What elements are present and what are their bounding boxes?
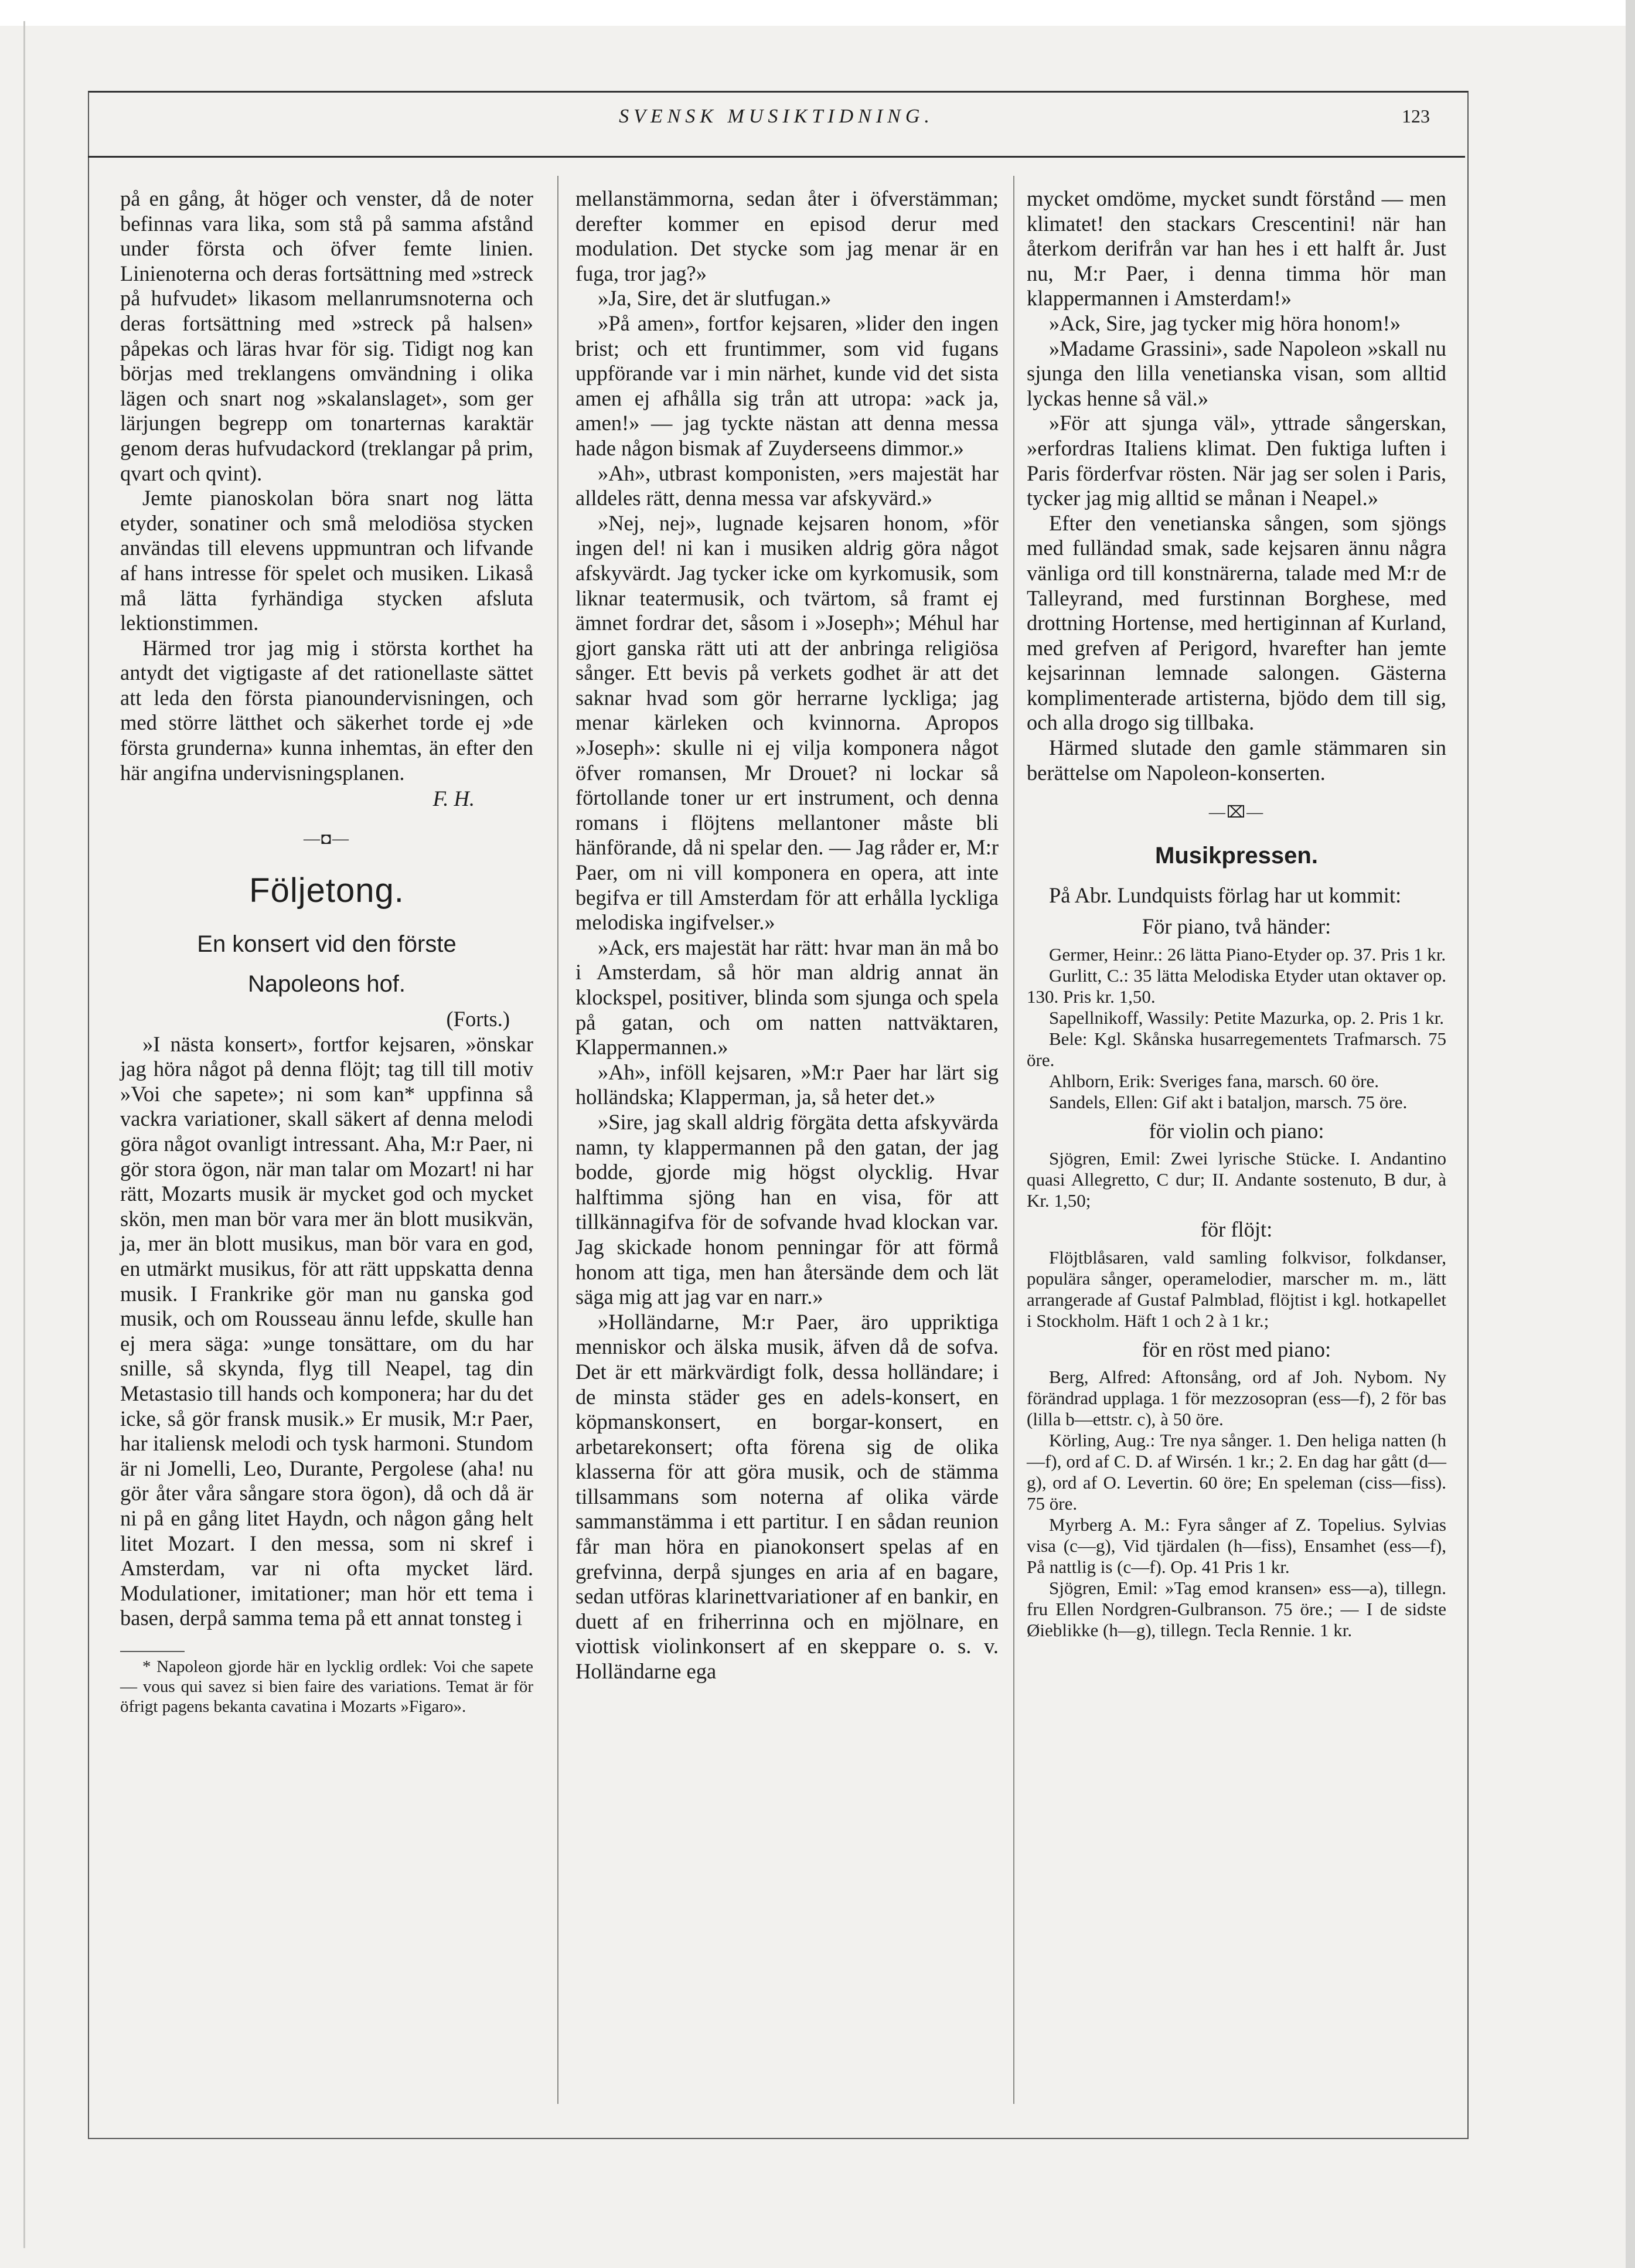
listing-entry: Sjögren, Emil: »Tag emod kransen» ess—a), tillegn. fru Ellen Nordgren-Gulbranson. 75 öre.; — I de sidste Øieblikke (h—g), tillegn. Tecla Rennie. 1 kr.	[1027, 1578, 1446, 1641]
paragraph: Efter den venetianska sången, som sjöngs med fulländad smak, sade kejsaren ännu några vänliga ord till konstnärerna, talade med M:r de Talleyrand, med furstinnan Borghese, med drottning Hortense, med hertiginnan af Kurland, med grefven af Perigord, hvarefter han jemte kejsarinnan lemnade salongen. Gästerna komplimenterade artisterna, bjödo dem till sig, och alla drogo sig tillbaka.	[1027, 510, 1446, 735]
paragraph: »För att sjunga väl», yttrade sångerskan, »erfordras Italiens klimat. Den fuktiga luften i Paris förderfvar rösten. När jag ser solen i Paris, tycker jag mig alltid se månan i Neapel.»	[1027, 411, 1446, 510]
listing-entry: Sandels, Ellen: Gif akt i bataljon, marsch. 75 öre.	[1049, 1091, 1408, 1112]
header-rule	[88, 156, 1465, 158]
paragraph: »Ah», inföll kejsaren, »M:r Paer har lärt sig holländska; Klapperman, ja, så heter det.»	[575, 1060, 999, 1109]
paragraph: »Ah», utbrast komponisten, »ers majestät har alldeles rätt, denna messa var afskyvärd.»	[575, 461, 999, 510]
subheading-flute: för flöjt:	[1200, 1217, 1273, 1242]
paragraph: »Sire, jag skall aldrig förgäta detta afskyvärda namn, ty klappermannen på den gatan, der jag bodde, gjorde mig högst olycklig. Hvar halftimma sjöng han en visa, för att tillkännagifva för de sofvande hvad klockan var. Jag skickade honom penningar för att förmå honom att tiga, men han återsände dem och lät säga mig att jag var en narr.»	[575, 1109, 999, 1309]
paragraph: Jemte pianoskolan böra snart nog lätta etyder, sonatiner och små melodiösa stycken användas till elevens uppmuntran och lifvande af hans intresse för spelet och musiken. Likaså må lätta fyrhändiga stycken afsluta lektionstimmen.	[120, 486, 533, 635]
page-number: 123	[1402, 105, 1430, 127]
paragraph: Härmed tror jag mig i största korthet ha antydt det vigtigaste af det rationellaste sättet att leda den första pianoundervisningen, och med större lätthet och säkerhet torde ej »de första grunderna» kunna inhemtas, än efter den här angifna undervisningsplanen.	[120, 635, 533, 785]
column-divider-1	[557, 176, 558, 2104]
scan-edge-left	[23, 21, 25, 2248]
paragraph: »Ack, ers majestät har rätt: hvar man än må bo i Amsterdam, så hör man aldrig annat än klockspel, positiver, blinda som sjunga och spela på gatan, och om natten nattväktaren, Klappermannen.»	[575, 935, 999, 1060]
paragraph: »Ack, Sire, jag tycker mig höra honom!»	[1049, 311, 1401, 335]
paragraph: »I nästa konsert», fortfor kejsaren, »önskar jag höra något på denna flöjt; tag till till motiv »Voi che sapete»; ni som kan* uppfinna så vackra variationer, skall säkert af denna melodi göra något ovanligt intressant. Aha, M:r Paer, ni gör stora ögon, när man talar om Mozart! ni har rätt, Mozarts musik är mycket god och mycket skön, men man bör vara mer än blott musikvän, ja, mer än blott musikus, man bör vara en god, en utmärkt musikus, för att rätt uppskatta denna musik. I Frankrike gör man nu ganska god musik, och om Rousseau ännu lefde, skulle han ej mera säga: »unge tonsättare, om du har snille, så skynda, flyg till Neapel, tag din Metastasio till hands och komponera; har du det icke, så gör fransk musik.» Er musik, M:r Paer, har italiensk melodi och tysk harmoni. Stundom är ni Jomelli, Leo, Durante, Pergolese (aha! nu gör åter våra sångare stora ögon), då och då är ni på en gång litet Haydn, och någon gång helt litet Mozart. I den messa, som ni skref i Amsterdam, var ni ofta mycket lärd. Modulationer, imitationer; man hör ett tema i basen, derpå samma tema på ett annat tonsteg i	[120, 1031, 533, 1630]
article-title-line-1: En konsert vid den förste	[197, 931, 457, 958]
paragraph: »Madame Grassini», sade Napoleon »skall nu sjunga den lilla venetianska visan, som alltid lyckas henne så väl.»	[1027, 336, 1446, 410]
listing-entry: Sjögren, Emil: Zwei lyrische Stücke. I. Andantino quasi Allegretto, C dur; II. Andante sostenuto, B dur, à Kr. 1,50;	[1027, 1148, 1446, 1211]
footnote-rule	[120, 1651, 185, 1652]
scan-edge-top	[0, 0, 1635, 26]
paragraph: mellanstämmorna, sedan åter i öfverstämman; derefter kommer en episod derur med modulation. Det stycke som jag menar är en fuga, tror jag?»	[575, 186, 999, 285]
running-title: SVENSK MUSIKTIDNING.	[619, 105, 934, 127]
subheading-voice: för en röst med piano:	[1142, 1337, 1331, 1361]
paragraph: Härmed slutade den gamle stämmaren sin berättelse om Napoleon-konserten.	[1027, 735, 1446, 785]
listing-entry: Germer, Heinr.: 26 lätta Piano-Etyder op. 37. Pris 1 kr.	[1049, 944, 1446, 965]
publisher-intro: På Abr. Lundquists förlag har ut kommit:	[1049, 883, 1402, 908]
scan-edge-right	[1626, 0, 1635, 2268]
paragraph: på en gång, åt höger och venster, då de noter befinnas vara lika, som stå på samma afstånd under första och öfver femte linien. Linienoterna och deras fortsättning med »streck på hufvudet» likasom mellanrumsnoterna och deras fortsättning med »streck på halsen» påpekas och läras hvar för sig. Tidigt nog kan börjas med treklangens omvändning i olika lägen och snart nog »skalanslaget», som ger lärjungen begrepp om tonarternas karaktär genom deras hufvudackord (treklangar på prim, qvart och qvint).	[120, 186, 533, 485]
article-title-line-2: Napoleons hof.	[247, 971, 406, 997]
ornament-divider: —⌧—	[1208, 803, 1265, 822]
column-1	[120, 186, 533, 1717]
listing-entry: Flöjtblåsaren, vald samling folkvisor, folkdanser, populära sånger, operamelodier, marscher m. m., lätt arrangerade af Gustaf Palmblad, flöjtist i kgl. hotkapellet i Stockholm. Häft 1 och 2 à 1 kr.;	[1027, 1247, 1446, 1331]
page-header	[88, 105, 1465, 147]
listing-entry: Ahlborn, Erik: Sveriges fana, marsch. 60 öre.	[1049, 1070, 1379, 1091]
paragraph: mycket omdöme, mycket sundt förstånd — men klimatet! den stackars Crescentini! när han återkom derifrån var han hes i ett halft år. Just nu, M:r Paer, i denna timma hör man klappermannen i Amsterdam!»	[1027, 186, 1446, 311]
section-heading: Följetong.	[249, 871, 404, 910]
section-heading-musikpressen: Musikpressen.	[1155, 842, 1318, 869]
paragraph: »Holländarne, M:r Paer, äro uppriktiga menniskor och älska musik, äfven då de sofva. Det är ett märkvärdigt folk, dessa holländare; i de minsta städer ges en adels-konsert, en köpmanskonsert, en borgar-konsert, en arbetarekonsert; ofta förena sig de olika klasserna för att göra musik, och de stämma tillsammans som noterna af olika värde sammanstämma i ett partitur. I en sådan reunion får man höra en pianokonsert spelas af en grefvinna, derpå sjunges en aria af en bagare, sedan utföras klarinettvariationer af en bankir, en duett af en friherrinna och en mjölnare, en viottisk violinkonsert af en skeppare o. s. v. Holländarne ega	[575, 1309, 999, 1684]
ornament-divider: —◘—	[304, 829, 350, 848]
footnote: * Napoleon gjorde här en lycklig ordlek: Voi che sapete — vous qui savez si bien faire des variations. Temat är för öfrigt pagens bekanta cavatina i Mozarts »Figaro».	[120, 1657, 533, 1716]
subheading-violin: för violin och piano:	[1149, 1118, 1324, 1143]
paragraph: »På amen», fortfor kejsaren, »lider den ingen brist; och ett fruntimmer, som vid fugans uppförande var i min närhet, kunde vid det sista amen ej afhålla sig trån att utropa: »ack ja, amen!» — jag tyckte nästan att denna messa hade någon bismak af Zuyderseens dimmor.»	[575, 311, 999, 460]
column-divider-2	[1013, 176, 1014, 2104]
column-3	[1027, 186, 1446, 1641]
continued-note: (Forts.)	[446, 1007, 510, 1031]
listing-entry: Körling, Aug.: Tre nya sånger. 1. Den heliga natten (h—f), ord af C. D. af Wirsén. 1 kr.; 2. En dag har gått (d—g), ord af O. Levertin. 60 öre; En speleman (ciss—fiss). 75 öre.	[1027, 1430, 1446, 1514]
listing-entry: Berg, Alfred: Aftonsång, ord af Joh. Nybom. Ny förändrad upplaga. 1 för mezzosopran (ess—f), 2 för bas (lilla b—ettstr. c), à 50 öre.	[1027, 1367, 1446, 1430]
listing-entry: Bele: Kgl. Skånska husarregementets Trafmarsch. 75 öre.	[1027, 1028, 1446, 1070]
listing-entry: Sapellnikoff, Wassily: Petite Mazurka, op. 2. Pris 1 kr.	[1049, 1007, 1444, 1028]
column-2	[575, 186, 999, 1684]
listing-entry: Gurlitt, C.: 35 lätta Melodiska Etyder utan oktaver op. 130. Pris kr. 1,50.	[1027, 965, 1446, 1007]
listing-entry: Myrberg A. M.: Fyra sånger af Z. Topelius. Sylvias visa (c—g), Vid tjärdalen (h—fiss), Ensamhet (ess—f), På nattlig is (c—f). Op. 41 Pris 1 kr.	[1027, 1514, 1446, 1578]
paragraph: »Ja, Sire, det är slutfugan.»	[598, 286, 832, 311]
author-signature: F. H.	[432, 786, 475, 811]
subheading-piano: För piano, två händer:	[1142, 914, 1331, 939]
paragraph: »Nej, nej», lugnade kejsaren honom, »för ingen del! ni kan i musiken aldrig göra något afskyvärdt. Jag tycker icke om kyrkomusik, som liknar teatermusik, och tvärtom, så framt ej ämnet fordrar det, såsom i »Joseph»; Méhul har gjort ganska rätt uti att der anbringa religiösa sånger. Ett bevis på verkets godhet är att det saknar hvad som gör herrarne lyckliga; jag menar kärleken och kvinnorna. Apropos »Joseph»: skulle ni ej vilja komponera något öfver romansen, Mr Drouet? ni lockar så förtollande toner ur ert instrument, och denna romans i flöjtens mellantoner måste bli hänförande, då ni spelar den. — Jag råder er, M:r Paer, om ni vill komponera en opera, att inte begifva er till Amsterdam för att erhålla lyckliga melodiska ingifvelser.»	[575, 510, 999, 935]
